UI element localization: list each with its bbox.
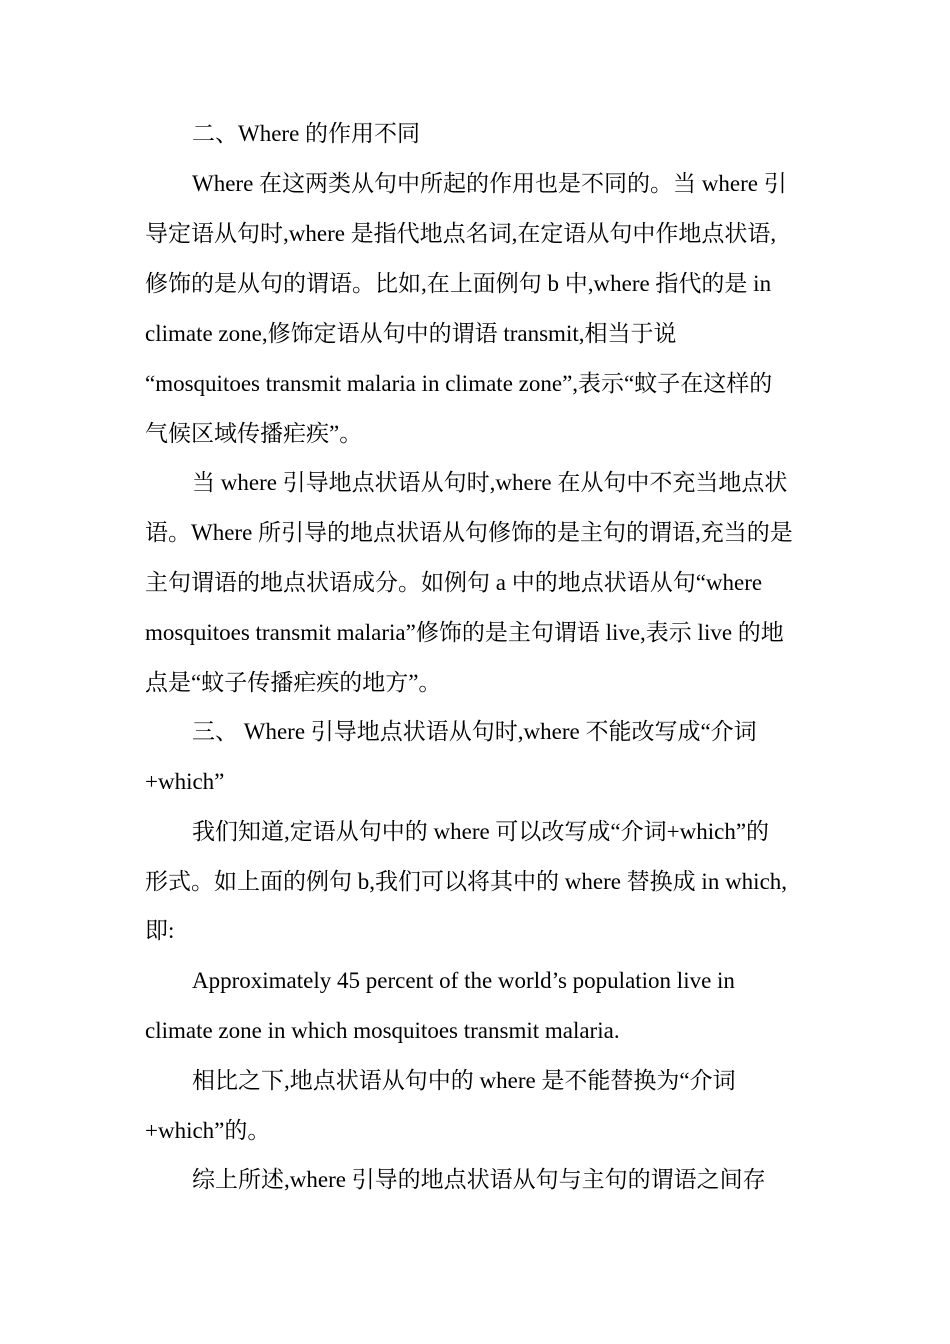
example-sentence-line: Approximately 45 percent of the world’s population live in <box>192 968 735 993</box>
paragraph-line: 导定语从句时,where 是指代地点名词,在定语从句中作地点状语, <box>145 221 777 246</box>
paragraph-line: 点是“蚊子传播疟疾的地方”。 <box>145 670 442 695</box>
paragraph-line: 即: <box>145 918 175 943</box>
example-sentence-line: climate zone in which mosquitoes transmit malaria. <box>145 1018 620 1043</box>
section-heading-2: 二、Where 的作用不同 <box>192 121 421 146</box>
paragraph-line: 语。Where 所引导的地点状语从句修饰的是主句的谓语,充当的是 <box>145 520 793 545</box>
paragraph-line: 相比之下,地点状语从句中的 where 是不能替换为“介词 <box>192 1068 736 1093</box>
paragraph-line: 形式。如上面的例句 b,我们可以将其中的 where 替换成 in which, <box>145 869 788 894</box>
paragraph-line: +which”的。 <box>145 1118 271 1143</box>
paragraph-line: Where 在这两类从句中所起的作用也是不同的。当 where 引 <box>192 171 787 196</box>
section-heading-3: 三、 Where 引导地点状语从句时,where 不能改写成“介词 <box>192 719 757 744</box>
paragraph-line: mosquitoes transmit malaria”修饰的是主句谓语 live,表示 live 的地 <box>145 620 784 645</box>
paragraph-line: “mosquitoes transmit malaria in climate zone”,表示“蚊子在这样的 <box>145 371 773 396</box>
paragraph-line: 气候区域传播疟疾”。 <box>145 421 363 446</box>
paragraph-line: 当 where 引导地点状语从句时,where 在从句中不充当地点状 <box>192 470 788 495</box>
section-heading-3-continued: +which” <box>145 769 225 794</box>
paragraph-line: 修饰的是从句的谓语。比如,在上面例句 b 中,where 指代的是 in <box>145 271 772 296</box>
paragraph-line: climate zone,修饰定语从句中的谓语 transmit,相当于说 <box>145 321 677 346</box>
paragraph-line: 主句谓语的地点状语成分。如例句 a 中的地点状语从句“where <box>145 570 763 595</box>
paragraph-line: 综上所述,where 引导的地点状语从句与主句的谓语之间存 <box>192 1167 766 1192</box>
paragraph-line: 我们知道,定语从句中的 where 可以改写成“介词+which”的 <box>192 819 770 844</box>
